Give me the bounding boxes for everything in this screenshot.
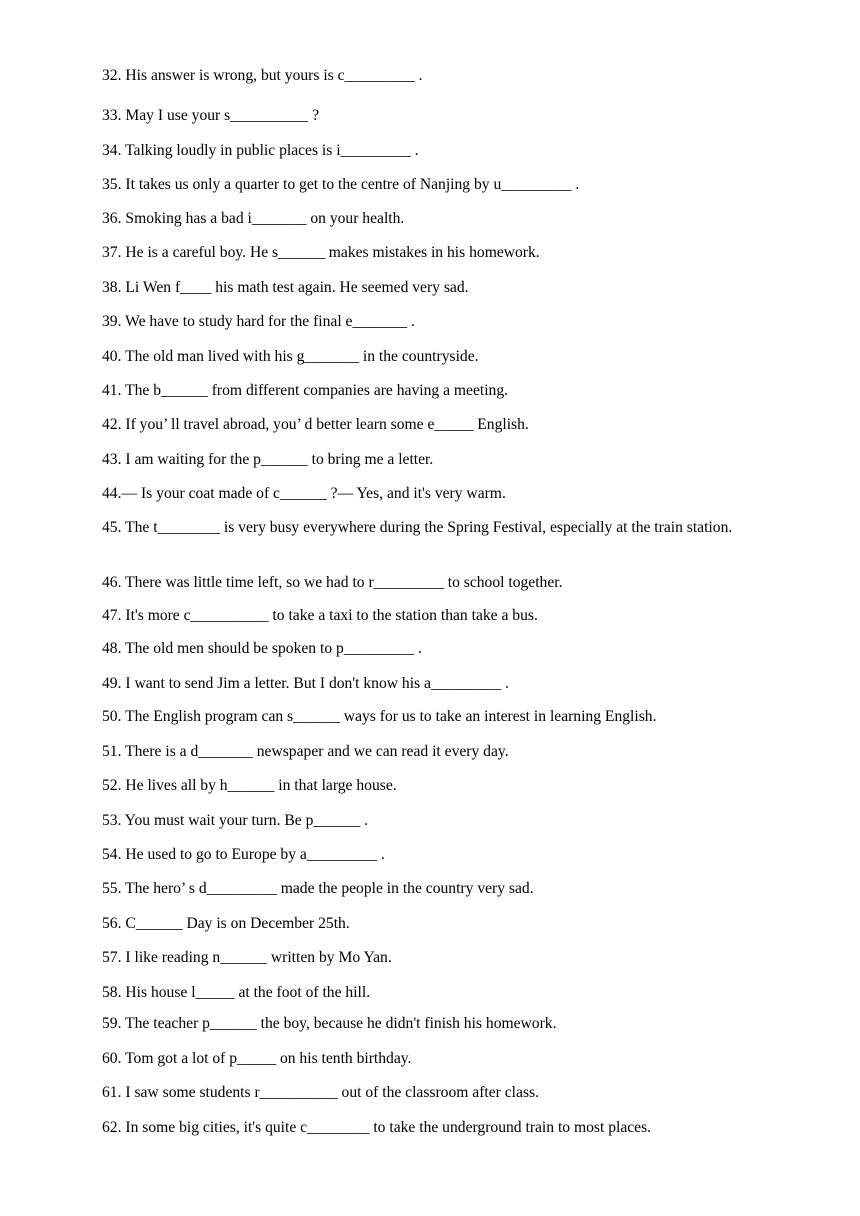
question-35: 35. It takes us only a quarter to get to the centre of Nanjing by u_________ . xyxy=(102,176,580,193)
question-32: 32. His answer is wrong, but yours is c_________ . xyxy=(102,67,423,84)
question-56: 56. C______ Day is on December 25th. xyxy=(102,915,350,932)
question-42: 42. If you’ ll travel abroad, you’ d better learn some e_____ English. xyxy=(102,416,529,433)
question-62: 62. In some big cities, it's quite c________ to take the underground train to most places. xyxy=(102,1119,652,1136)
question-44: 44.— Is your coat made of c______ ?— Yes, and it's very warm. xyxy=(102,485,506,502)
question-37: 37. He is a careful boy. He s______ makes mistakes in his homework. xyxy=(102,244,540,261)
question-48: 48. The old men should be spoken to p_________ . xyxy=(102,640,422,657)
question-59: 59. The teacher p______ the boy, because he didn't finish his homework. xyxy=(102,1015,557,1032)
question-40: 40. The old man lived with his g_______ in the countryside. xyxy=(102,348,479,365)
question-51: 51. There is a d_______ newspaper and we can read it every day. xyxy=(102,743,509,760)
question-61: 61. I saw some students r__________ out of the classroom after class. xyxy=(102,1084,539,1101)
question-38: 38. Li Wen f____ his math test again. He seemed very sad. xyxy=(102,279,469,296)
question-36: 36. Smoking has a bad i_______ on your health. xyxy=(102,210,405,227)
question-53: 53. You must wait your turn. Be p______ . xyxy=(102,812,368,829)
question-41: 41. The b______ from different companies are having a meeting. xyxy=(102,382,509,399)
question-33: 33. May I use your s__________ ? xyxy=(102,107,319,124)
question-47: 47. It's more c__________ to take a taxi to the station than take a bus. xyxy=(102,607,538,624)
question-52: 52. He lives all by h______ in that large house. xyxy=(102,777,397,794)
question-34: 34. Talking loudly in public places is i_________ . xyxy=(102,142,419,159)
question-57: 57. I like reading n______ written by Mo Yan. xyxy=(102,949,392,966)
question-46: 46. There was little time left, so we had to r_________ to school together. xyxy=(102,574,563,591)
question-58: 58. His house l_____ at the foot of the hill. xyxy=(102,984,371,1001)
question-49: 49. I want to send Jim a letter. But I don't know his a_________ . xyxy=(102,675,509,692)
question-54: 54. He used to go to Europe by a_________ . xyxy=(102,846,385,863)
question-45: 45. The t________ is very busy everywhere during the Spring Festival, especially at the train station. xyxy=(102,519,733,536)
question-43: 43. I am waiting for the p______ to bring me a letter. xyxy=(102,451,434,468)
question-39: 39. We have to study hard for the final e_______ . xyxy=(102,313,415,330)
question-55: 55. The hero’ s d_________ made the people in the country very sad. xyxy=(102,880,534,897)
question-60: 60. Tom got a lot of p_____ on his tenth birthday. xyxy=(102,1050,412,1067)
question-50: 50. The English program can s______ ways for us to take an interest in learning English. xyxy=(102,708,657,725)
